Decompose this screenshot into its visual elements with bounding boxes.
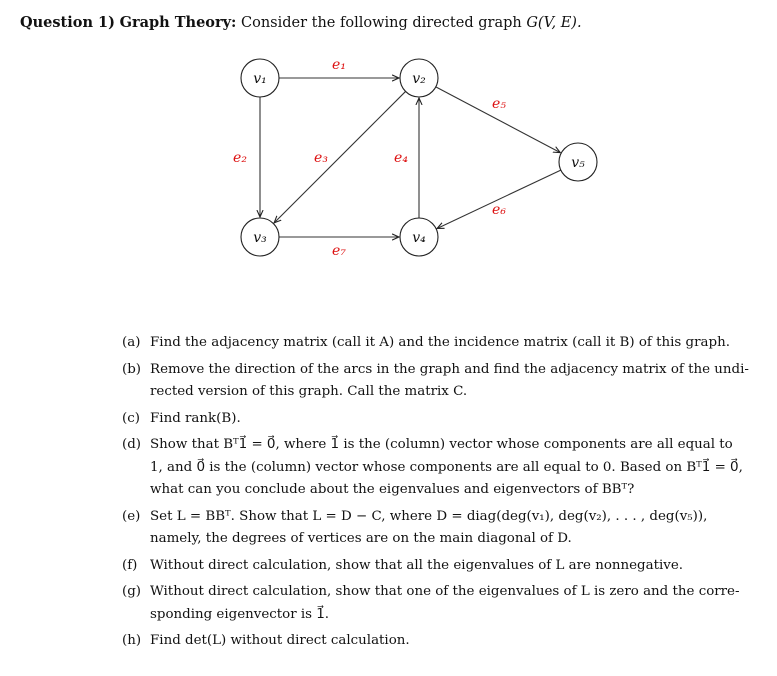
node-label-v2: v₂: [412, 71, 426, 87]
part-item: [122, 506, 752, 551]
part-tag: (f): [122, 557, 138, 573]
part-text-line: Find the adjacency matrix (call it A) and the incidence matrix (call it B) of this graph.: [150, 335, 730, 350]
node-label-v1: v₁: [253, 71, 267, 87]
part-tag: (g): [122, 584, 142, 599]
part-text-line: sponding eigenvector is 1⃗.: [150, 606, 330, 622]
part-text-line: Show that Bᵀ1⃗ = 0⃗, where 1⃗ is the (column) vector whose components are all equal to: [150, 437, 733, 452]
part-text-line: rected version of this graph. Call the matrix C.: [150, 384, 468, 399]
part-text-line: Remove the direction of the arcs in the graph and find the adjacency matrix of the undi-: [150, 361, 749, 377]
part-tag: (d): [122, 437, 142, 452]
edge-label-e6: e₆: [492, 202, 506, 218]
part-text-line: Without direct calculation, show that one of the eigenvalues of L is zero and the corre-: [150, 584, 740, 599]
part-tag: (e): [122, 508, 141, 524]
graph-name: G(V, E).: [526, 15, 582, 31]
part-text-line: Set L = BBᵀ. Show that L = D − C, where D = diag(deg(v₁), deg(v₂), . . . , deg(v₅)),: [150, 508, 708, 524]
part-text-line: namely, the degrees of vertices are on the main diagonal of D.: [150, 531, 572, 546]
part-tag: (a): [122, 335, 141, 350]
question-label: Question 1): [20, 14, 115, 31]
part-item: [122, 581, 752, 626]
node-label-v5: v₅: [571, 155, 585, 171]
part-item: [122, 555, 752, 578]
node-label-v3: v₃: [253, 230, 267, 246]
edge-label-e7: e₇: [332, 243, 346, 259]
edge-label-e4: e₄: [394, 150, 408, 166]
directed-graph: [0, 0, 777, 330]
question-topic: Graph Theory:: [119, 14, 237, 31]
edge-e6: [437, 170, 561, 228]
node-label-v4: v₄: [412, 230, 426, 246]
edge-label-e2: e₂: [233, 150, 247, 166]
part-item: [122, 630, 752, 653]
part-text-line: Find det(L) without direct calculation.: [150, 633, 410, 648]
part-text-line: 1, and 0⃗ is the (column) vector whose components are all equal to 0. Based on Bᵀ1⃗ = 0⃗,: [150, 459, 743, 475]
part-tag: (c): [122, 410, 140, 426]
edge-label-e3: e₃: [314, 150, 328, 166]
edge-label-e5: e₅: [492, 96, 506, 112]
part-text-line: Without direct calculation, show that all the eigenvalues of L are nonnegative.: [150, 557, 684, 573]
part-item: [122, 408, 752, 431]
question-parts: [122, 332, 752, 657]
part-text-line: Find rank(B).: [150, 410, 241, 426]
edge-label-e1: e₁: [332, 57, 346, 73]
part-tag: (b): [122, 361, 142, 377]
question-text: Consider the following directed graph: [241, 15, 522, 31]
part-item: [122, 332, 752, 355]
part-tag: (h): [122, 633, 142, 648]
part-text-line: what can you conclude about the eigenvalues and eigenvectors of BBᵀ?: [150, 482, 635, 497]
part-item: [122, 359, 752, 404]
part-item: [122, 434, 752, 502]
edge-e3: [274, 91, 405, 222]
